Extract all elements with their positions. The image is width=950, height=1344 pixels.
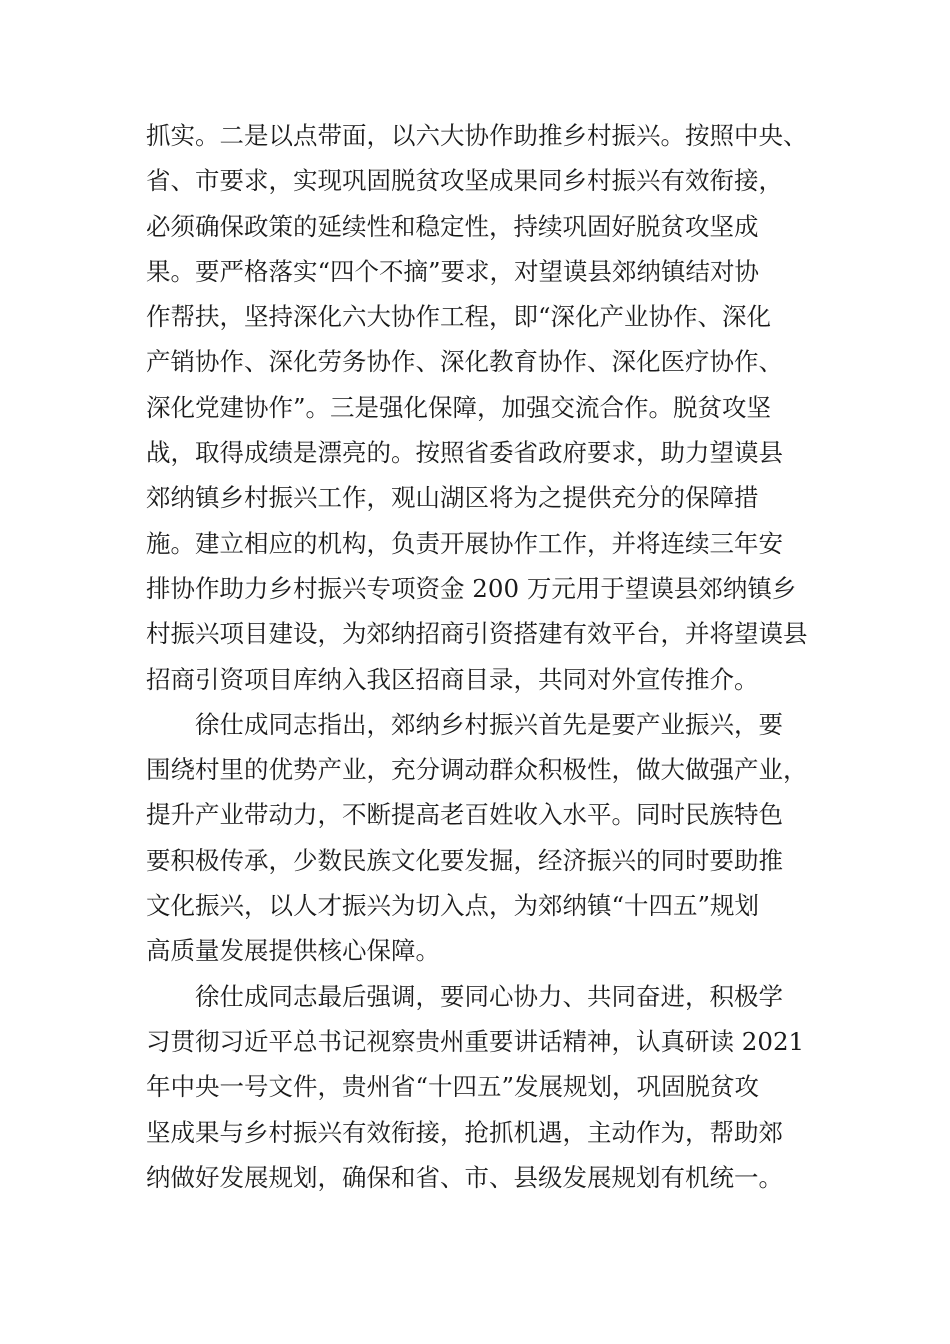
text-line: 施。建立相应的机构，负责开展协作工作，并将连续三年安: [146, 528, 783, 558]
document-body: [146, 113, 806, 1200]
text-line: 要积极传承，少数民族文化要发掘，经济振兴的同时要助推: [146, 845, 783, 875]
text-line: 抓实。二是以点带面，以六大协作助推乡村振兴。按照中央、: [146, 121, 808, 150]
text-line: 排协作助力乡村振兴专项资金 200 万元用于望谟县郊纳镇乡: [146, 573, 797, 603]
text-line: 必须确保政策的延续性和稳定性，持续巩固好脱贫攻坚成: [146, 211, 759, 241]
text-line: 果。要严格落实“四个不摘”要求，对望谟县郊纳镇结对协: [146, 256, 760, 286]
text-line: 村振兴项目建设，为郊纳招商引资搭建有效平台，并将望谟县: [146, 619, 808, 649]
text-line: 习贯彻习近平总书记视察贵州重要讲话精神，认真研读 2021: [146, 1026, 805, 1056]
paragraph-3: [146, 974, 806, 1200]
text-line: 郊纳镇乡村振兴工作，观山湖区将为之提供充分的保障措: [146, 483, 759, 513]
text-line: 高质量发展提供核心保障。: [146, 936, 440, 966]
text-line: 作帮扶，坚持深化六大协作工程，即“深化产业协作、深化: [146, 302, 772, 332]
text-line: 纳做好发展规划，确保和省、市、县级发展规划有机统一。: [146, 1162, 783, 1192]
text-line: 年中央一号文件，贵州省“十四五”发展规划，巩固脱贫攻: [146, 1072, 760, 1102]
text-line: 产销协作、深化劳务协作、深化教育协作、深化医疗协作、: [146, 347, 783, 377]
text-line: 围绕村里的优势产业，充分调动群众积极性，做大做强产业，: [146, 755, 808, 785]
text-line: 提升产业带动力，不断提高老百姓收入水平。同时民族特色: [146, 800, 783, 830]
paragraph-2: [146, 702, 806, 974]
text-line: 招商引资项目库纳入我区招商目录，共同对外宣传推介。: [146, 664, 759, 694]
text-line: 徐仕成同志最后强调，要同心协力、共同奋进，积极学: [195, 981, 783, 1011]
paragraph-1: [146, 113, 806, 702]
text-line: 文化振兴，以人才振兴为切入点，为郊纳镇“十四五”规划: [146, 891, 760, 921]
text-line: 战，取得成绩是漂亮的。按照省委省政府要求，助力望谟县: [146, 438, 783, 468]
text-line: 深化党建协作”。三是强化保障，加强交流合作。脱贫攻坚: [146, 392, 772, 422]
text-line: 徐仕成同志指出，郊纳乡村振兴首先是要产业振兴，要: [195, 709, 783, 739]
text-line: 坚成果与乡村振兴有效衔接，抢抓机遇，主动作为，帮助郊: [146, 1117, 783, 1147]
text-line: 省、市要求，实现巩固脱贫攻坚成果同乡村振兴有效衔接，: [146, 166, 783, 196]
